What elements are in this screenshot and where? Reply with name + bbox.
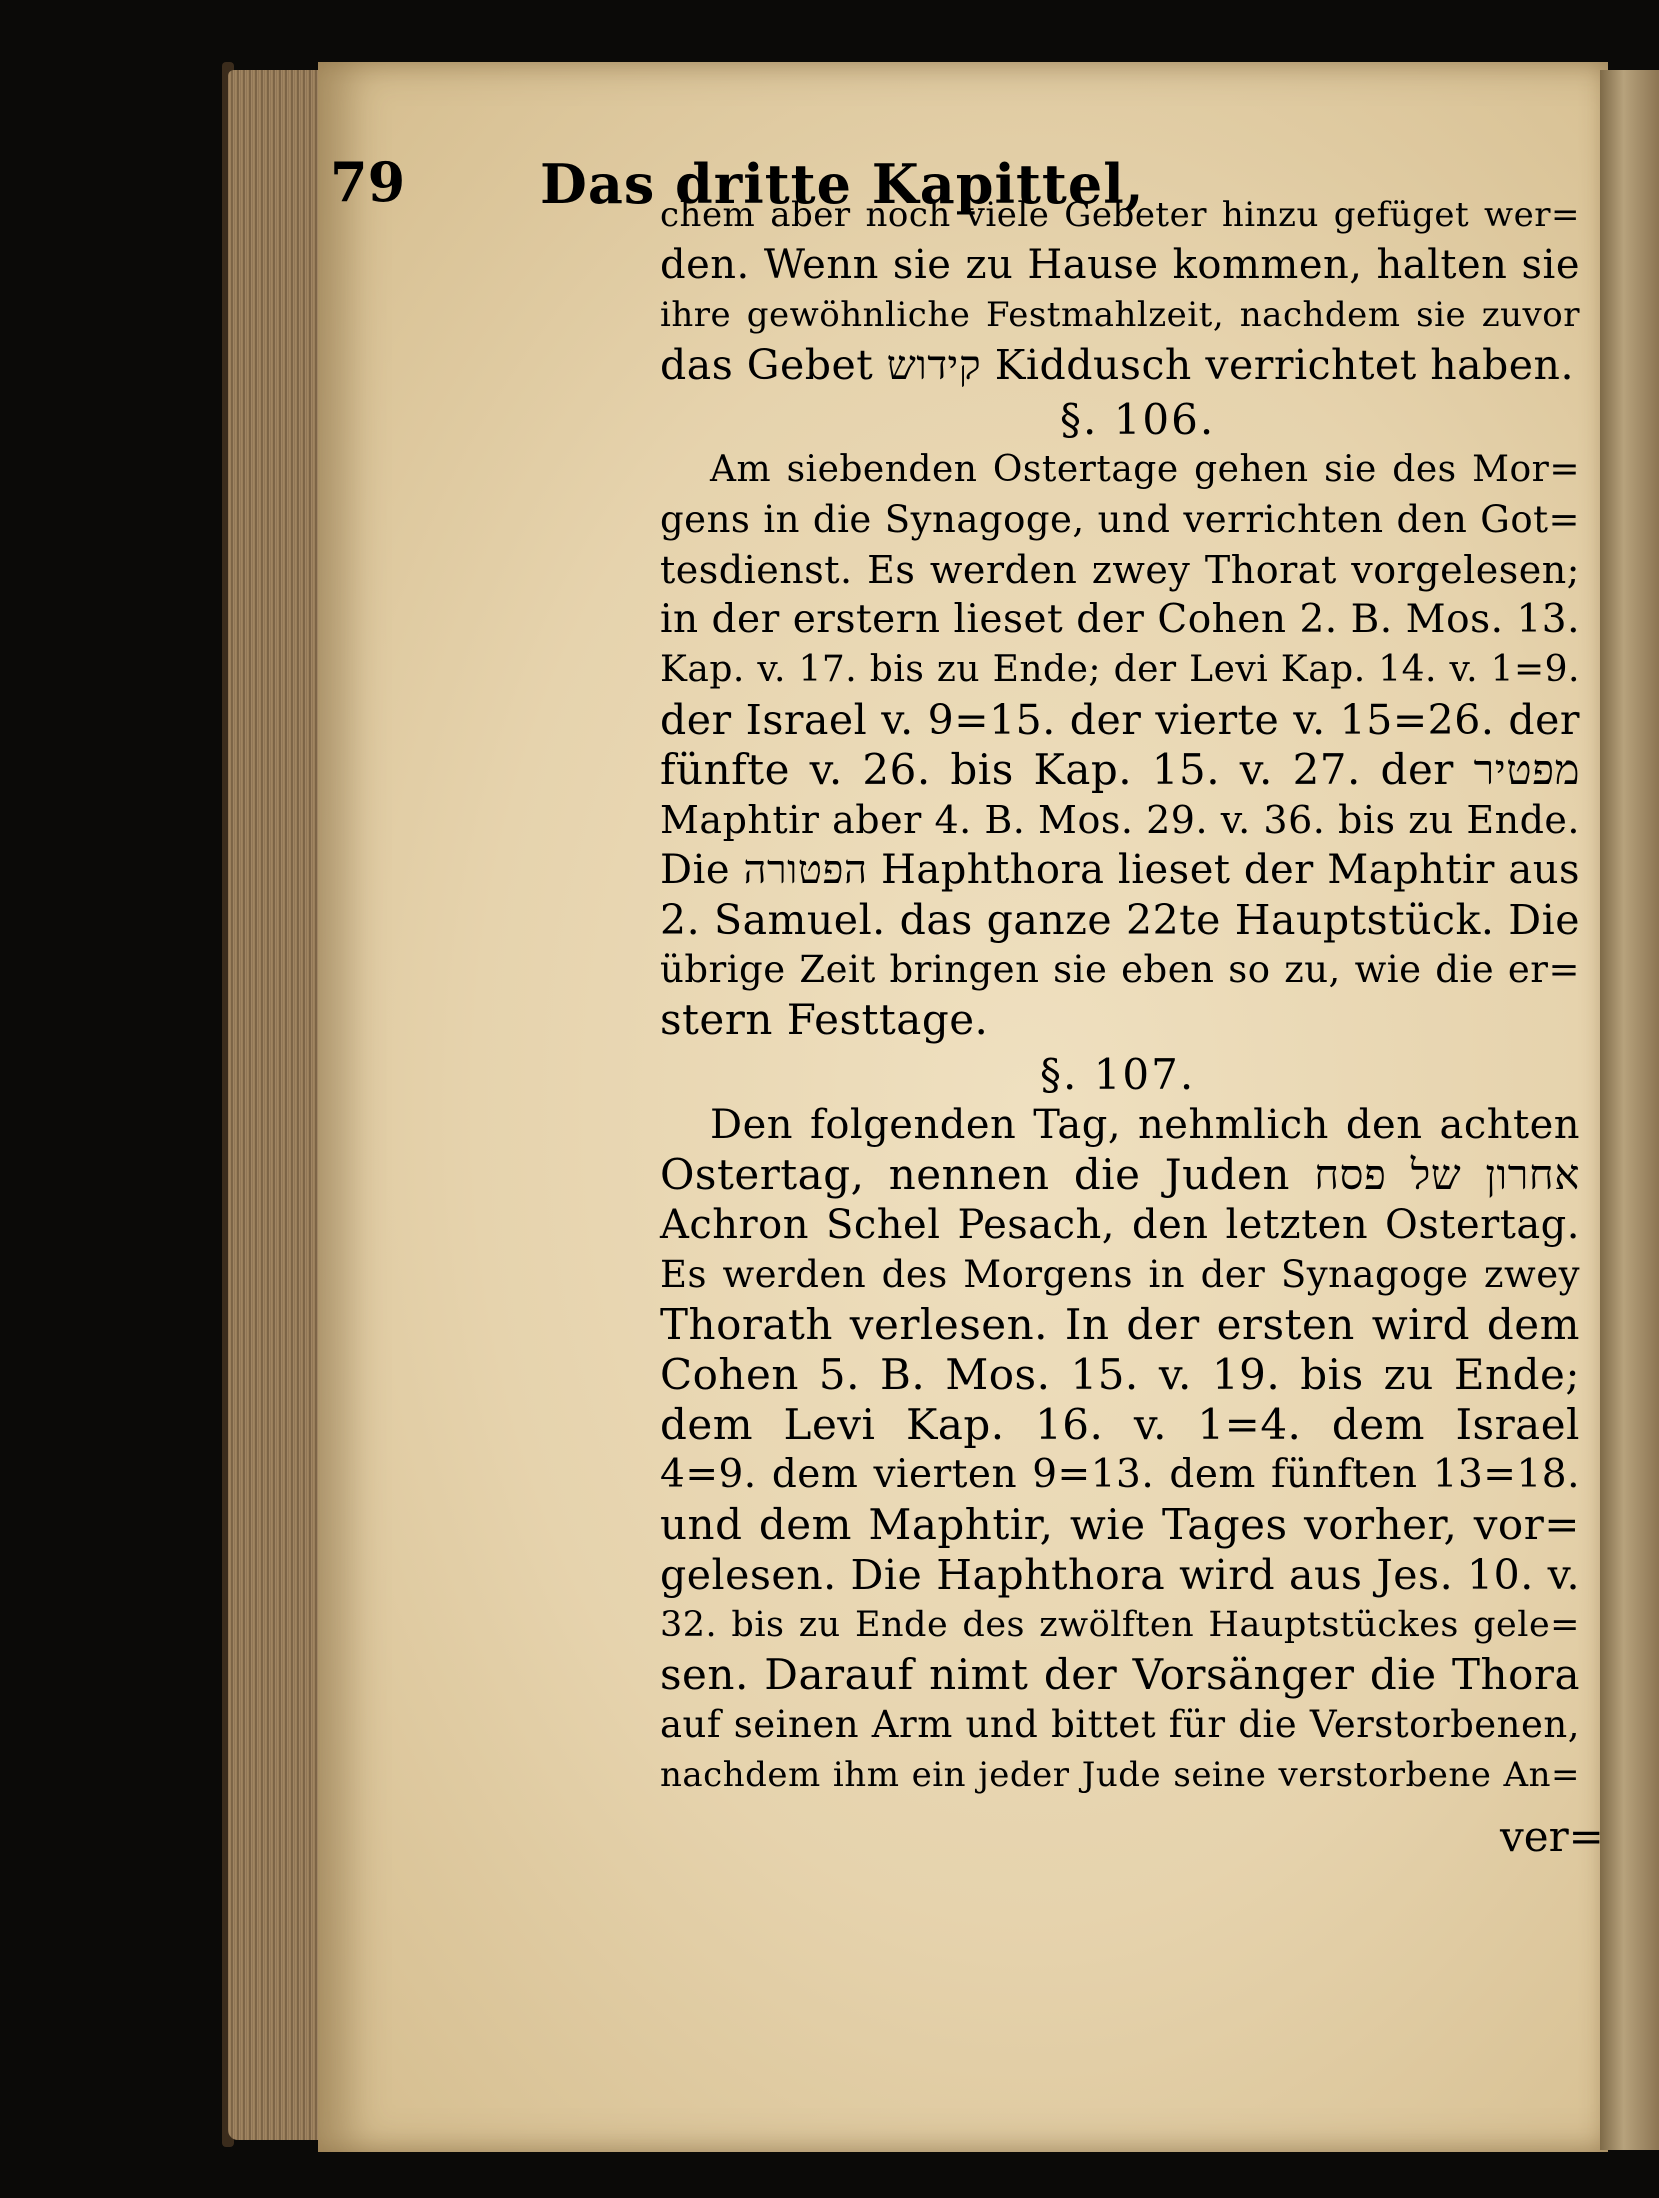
text-line: Cohen 5. B. Mos. 15. v. 19. bis zu Ende; — [660, 1350, 1580, 1399]
text-line: Achron Schel Pesach, den letzten Ostertag. — [660, 1202, 1580, 1248]
text-line: Ostertag, nennen die Juden אחרון של פסח — [660, 1150, 1580, 1199]
text-line: nachdem ihm ein jeder Jude seine verstorbene An= — [660, 1755, 1580, 1795]
text-line: 32. bis zu Ende des zwölften Hauptstückes gele= — [660, 1605, 1580, 1645]
text-line: chem aber noch viele Gebeter hinzu gefüget wer= — [660, 195, 1580, 235]
text-line: in der erstern lieset der Cohen 2. B. Mos. 13. — [660, 597, 1580, 642]
text-line: Kap. v. 17. bis zu Ende; der Levi Kap. 14. v. 1=9. — [660, 649, 1580, 690]
text-line: Am siebenden Ostertage gehen sie des Mor= — [710, 449, 1580, 490]
text-line: ihre gewöhnliche Festmahlzeit, nachdem sie zuvor — [660, 295, 1580, 335]
text-line: gelesen. Die Haphthora wird aus Jes. 10. v. — [660, 1551, 1580, 1599]
text-line: auf seinen Arm und bittet für die Verstorbenen, — [660, 1703, 1580, 1746]
text-line: 4=9. dem vierten 9=13. dem fünften 13=18. — [660, 1452, 1580, 1497]
text-line: Den folgenden Tag, nehmlich den achten — [710, 1102, 1580, 1148]
text-line: gens in die Synagoge, und verrichten den Got= — [660, 498, 1580, 541]
text-line: stern Festtage. — [660, 995, 989, 1044]
text-line: sen. Darauf nimt der Vorsänger die Thora — [660, 1650, 1580, 1699]
text-line: fünfte v. 26. bis Kap. 15. v. 27. der מפטיר — [660, 745, 1580, 794]
text-line: dem Levi Kap. 16. v. 1=4. dem Israel — [660, 1400, 1580, 1449]
text-line: Es werden des Morgens in der Synagoge zwey — [660, 1253, 1580, 1296]
page-number: 79 — [330, 150, 406, 214]
text-line: den. Wenn sie zu Hause kommen, halten sie — [660, 242, 1580, 288]
catchword: ver= — [1500, 1812, 1604, 1861]
text-line: 2. Samuel. das ganze 22te Hauptstück. Die — [660, 896, 1580, 944]
text-line: tesdienst. Es werden zwey Thorat vorgelesen; — [660, 548, 1580, 592]
page-stack-edges — [228, 70, 324, 2140]
text-line: und dem Maphtir, wie Tages vorher, vor= — [660, 1500, 1580, 1549]
section-heading: §. 106. — [1060, 395, 1216, 444]
text-line: der Israel v. 9=15. der vierte v. 15=26. der — [660, 696, 1580, 744]
running-title: Das dritte Kapittel, — [540, 152, 1145, 216]
text-line: Maphtir aber 4. B. Mos. 29. v. 36. bis zu Ende. — [660, 798, 1580, 842]
text-line: übrige Zeit bringen sie eben so zu, wie die er= — [660, 948, 1580, 991]
text-line: Thorath verlesen. In der ersten wird dem — [660, 1300, 1580, 1349]
text-line: das Gebet קידוש Kiddusch verrichtet haben. — [660, 341, 1574, 389]
facing-page-strip — [1600, 70, 1659, 2150]
section-heading: §. 107. — [1040, 1050, 1196, 1099]
text-line: Die הפטורה Haphthora lieset der Maphtir aus — [660, 847, 1580, 893]
